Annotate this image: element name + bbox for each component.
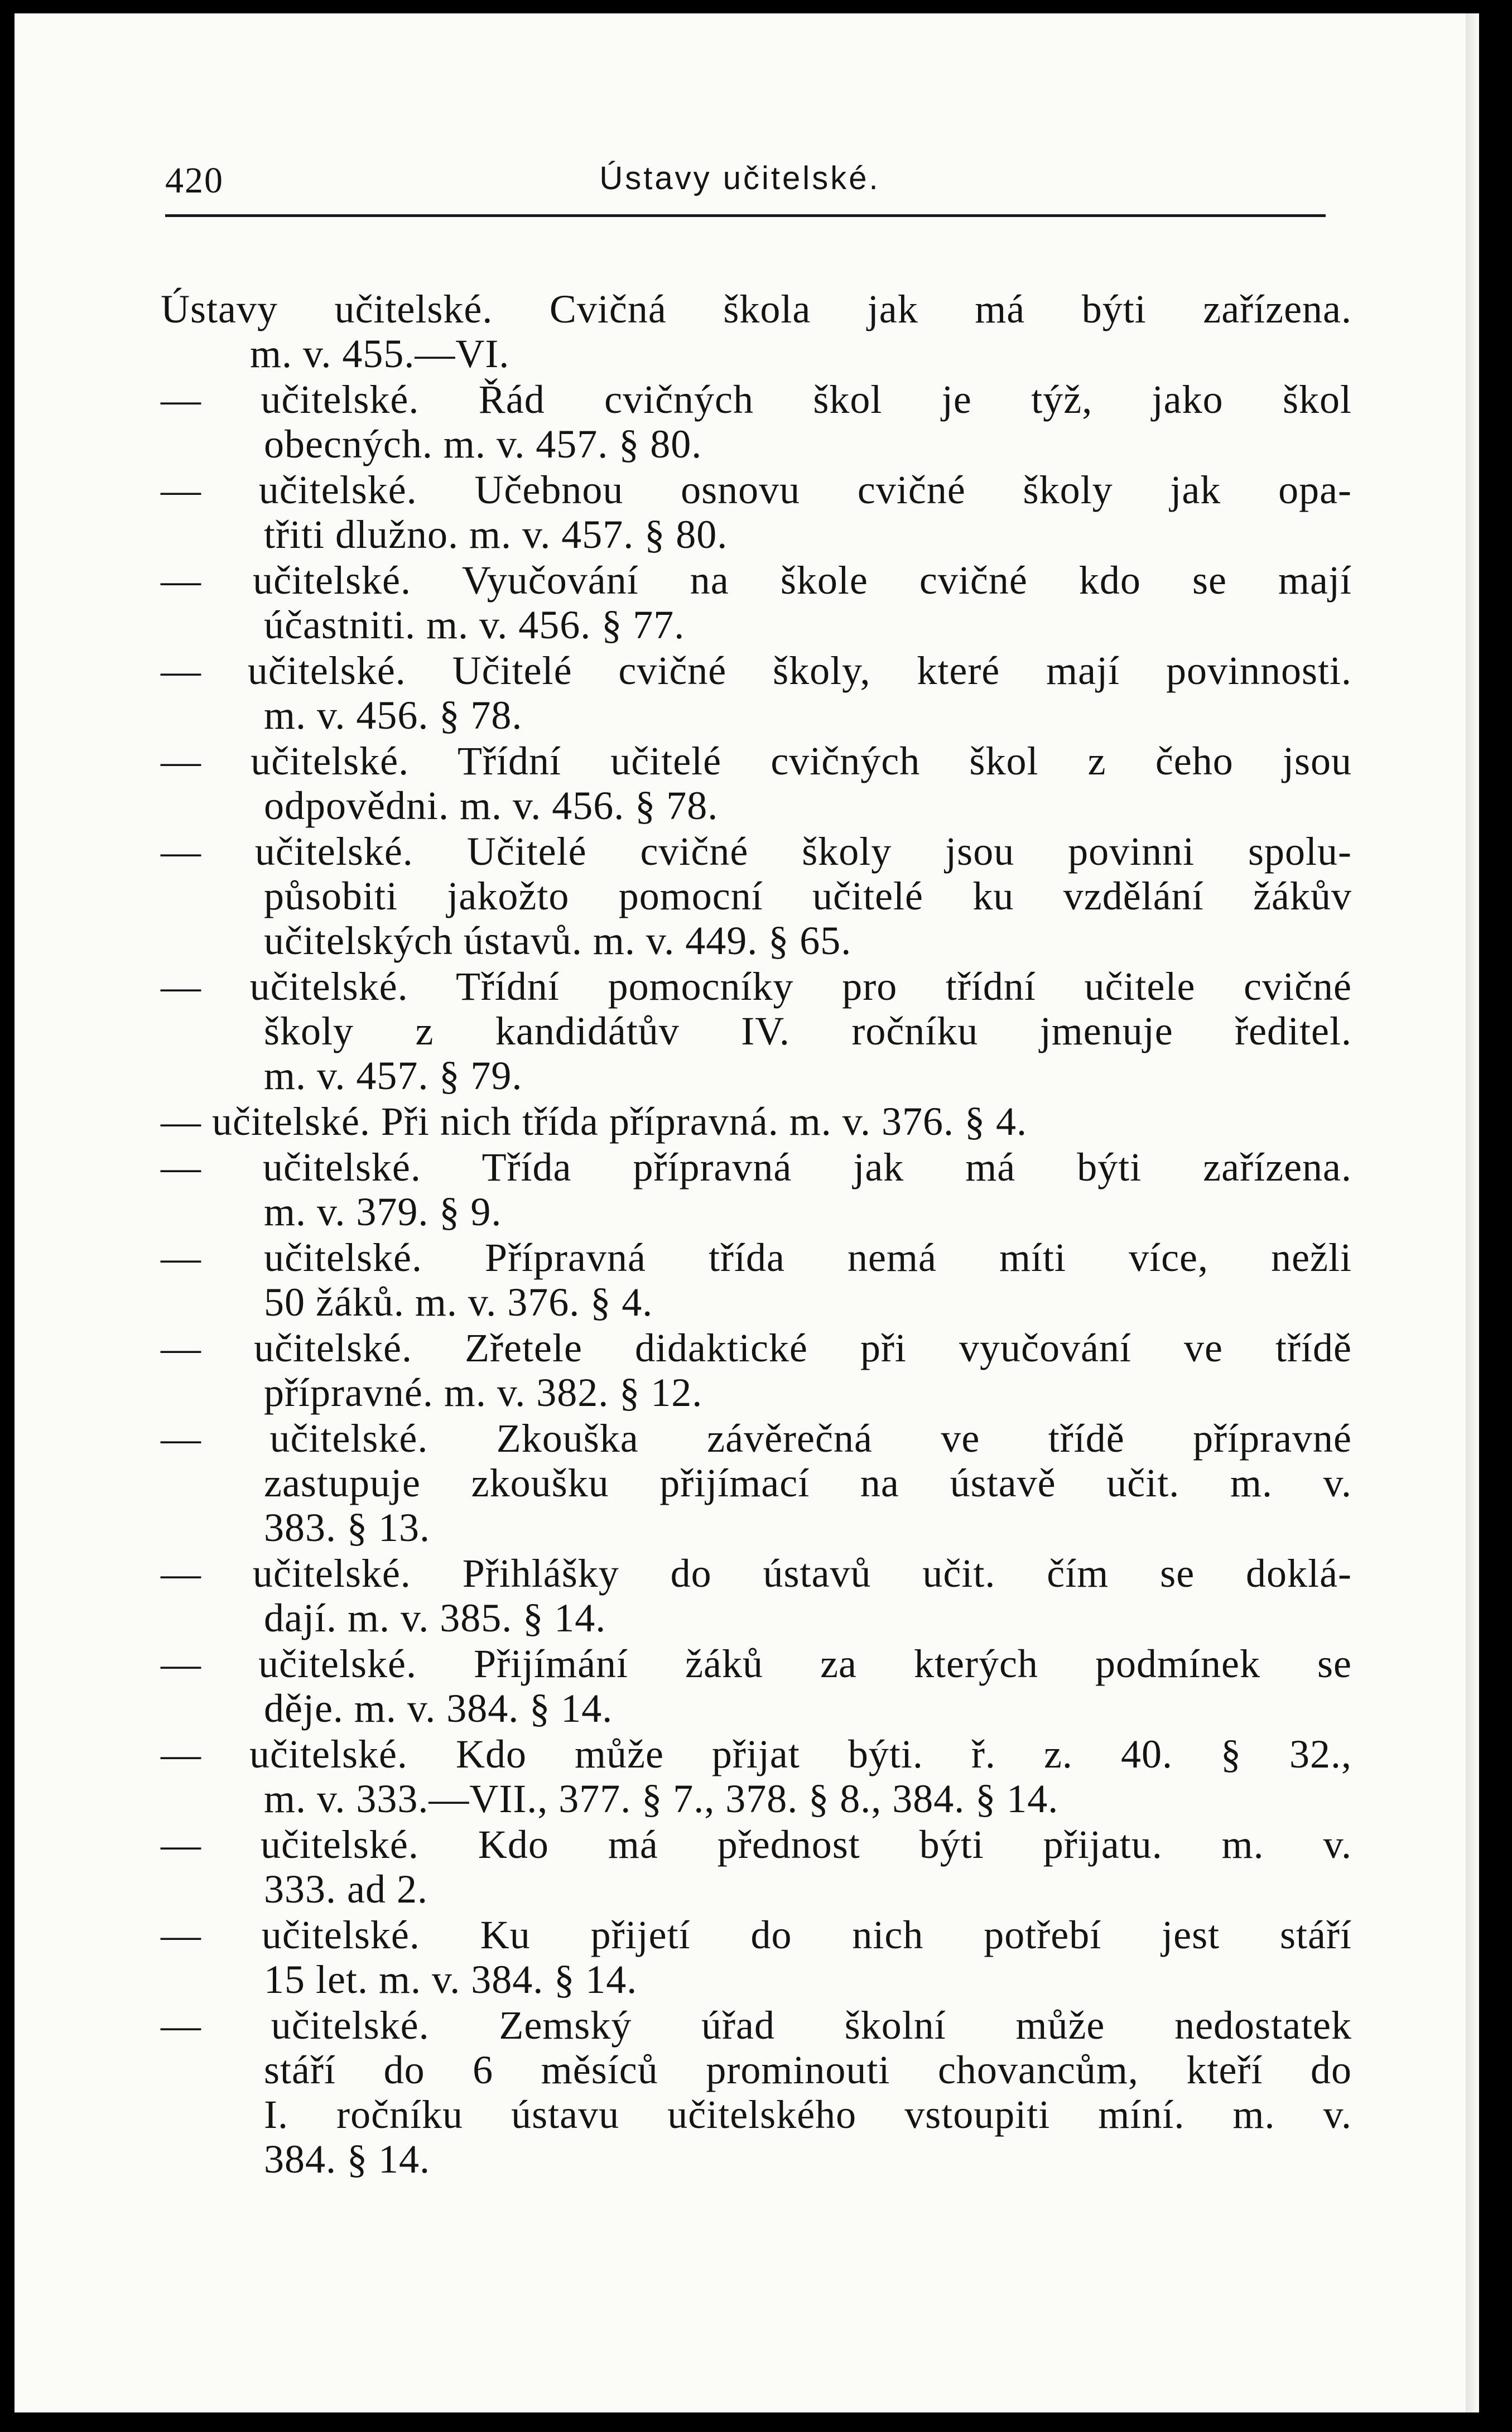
page-number: 420: [165, 160, 224, 201]
entry-line: 15 let. m. v. 384. § 14.: [264, 1957, 638, 2002]
entry-line: obecných. m. v. 457. § 80.: [264, 422, 702, 466]
entry-line: — učitelské. Třída přípravná jak má býti zařízena.: [161, 1145, 1352, 1189]
index-entry: [161, 2003, 1352, 2181]
index-entry: [161, 1551, 1352, 1640]
entry-line: m. v. 333.—VII., 377. § 7., 378. § 8., 384. § 14.: [264, 1776, 1059, 1821]
entry-line: — učitelské. Třídní pomocníky pro třídní učitele cvičné: [161, 964, 1352, 1009]
entry-line: učitelských ústavů. m. v. 449. § 65.: [264, 918, 852, 963]
entry-line: m. v. 456. § 78.: [264, 693, 523, 738]
entry-line: — učitelské. Přihlášky do ústavů učit. čím se doklá-: [161, 1551, 1352, 1596]
header-rule: [165, 214, 1326, 217]
entry-line: — učitelské. Třídní učitelé cvičných škol z čeho jsou: [161, 739, 1352, 783]
entry-line: Ústavy učitelské. Cvičná škola jak má býti zařízena.: [161, 287, 1352, 331]
index-entry: [161, 558, 1352, 647]
index-entry: [161, 1416, 1352, 1550]
entry-line: — učitelské. Kdo může přijat býti. ř. z. 40. § 32.,: [161, 1732, 1352, 1776]
index-entry: [161, 1235, 1352, 1325]
entry-line: m. v. 379. § 9.: [264, 1189, 502, 1234]
entry-line: působiti jakožto pomocní učitelé ku vzdělání žákův: [264, 874, 1352, 918]
index-entry: [161, 1822, 1352, 1911]
entry-line: — učitelské. Zkouška závěrečná ve třídě přípravné: [161, 1416, 1352, 1461]
entry-line: děje. m. v. 384. § 14.: [264, 1686, 613, 1731]
entry-line: odpovědni. m. v. 456. § 78.: [264, 783, 719, 828]
index-entry: [161, 648, 1352, 738]
entry-line: m. v. 457. § 79.: [264, 1053, 523, 1098]
running-title: Ústavy učitelské.: [599, 160, 880, 196]
entry-line: — učitelské. Při nich třída přípravná. m. v. 376. § 4.: [161, 1099, 1028, 1144]
entry-line: 384. § 14.: [264, 2137, 430, 2181]
entry-line: — učitelské. Učebnou osnovu cvičné školy jak opa-: [161, 468, 1352, 512]
entry-line: přípravné. m. v. 382. § 12.: [264, 1370, 703, 1415]
entry-line: — učitelské. Učitelé cvičné školy jsou povinni spolu-: [161, 829, 1352, 874]
book-page: [15, 13, 1479, 2412]
entry-line: 333. ad 2.: [264, 1867, 428, 1911]
entry-line: I. ročníku ústavu učitelského vstoupiti míní. m. v.: [264, 2092, 1352, 2137]
index-entry: [161, 1326, 1352, 1415]
entry-line: 383. § 13.: [264, 1505, 430, 1550]
index-entry: [161, 964, 1352, 1098]
index-entry: [161, 1641, 1352, 1731]
entry-line: zastupuje zkoušku přijímací na ústavě učit. m. v.: [264, 1461, 1352, 1505]
entry-line: — učitelské. Řád cvičných škol je týž, jako škol: [161, 377, 1352, 422]
index-entry: [161, 1099, 1352, 1144]
index-entry: [161, 468, 1352, 557]
entry-line: — učitelské. Vyučování na škole cvičné kdo se mají: [161, 558, 1352, 603]
index-entry: [161, 287, 1352, 376]
entry-line: účastniti. m. v. 456. § 77.: [264, 603, 685, 647]
page-header: [154, 160, 1326, 221]
entry-line: dají. m. v. 385. § 14.: [264, 1596, 606, 1640]
entry-line: — učitelské. Přijímání žáků za kterých podmínek se: [161, 1641, 1352, 1686]
entry-line: školy z kandidátův IV. ročníku jmenuje ředitel.: [264, 1009, 1352, 1053]
entry-line: — učitelské. Učitelé cvičné školy, které mají povinnosti.: [161, 648, 1352, 693]
index-entry: [161, 829, 1352, 963]
entry-line: — učitelské. Přípravná třída nemá míti více, nežli: [161, 1235, 1352, 1280]
page-edge-shadow: [1466, 13, 1479, 2412]
entry-line: — učitelské. Zemský úřad školní může nedostatek: [161, 2003, 1352, 2048]
index-entries: [161, 287, 1352, 2183]
entry-line: — učitelské. Kdo má přednost býti přijatu. m. v.: [161, 1822, 1352, 1867]
entry-line: — učitelské. Ku přijetí do nich potřebí jest stáří: [161, 1913, 1352, 1957]
index-entry: [161, 739, 1352, 828]
entry-line: třiti dlužno. m. v. 457. § 80.: [264, 512, 728, 557]
entry-line: m. v. 455.—VI.: [250, 331, 510, 376]
index-entry: [161, 1913, 1352, 2002]
index-entry: [161, 1732, 1352, 1821]
index-entry: [161, 377, 1352, 466]
entry-line: — učitelské. Zřetele didaktické při vyučování ve třídě: [161, 1326, 1352, 1370]
entry-line: stáří do 6 měsíců prominouti chovancům, kteří do: [264, 2048, 1352, 2092]
index-entry: [161, 1145, 1352, 1234]
entry-line: 50 žáků. m. v. 376. § 4.: [264, 1280, 653, 1325]
